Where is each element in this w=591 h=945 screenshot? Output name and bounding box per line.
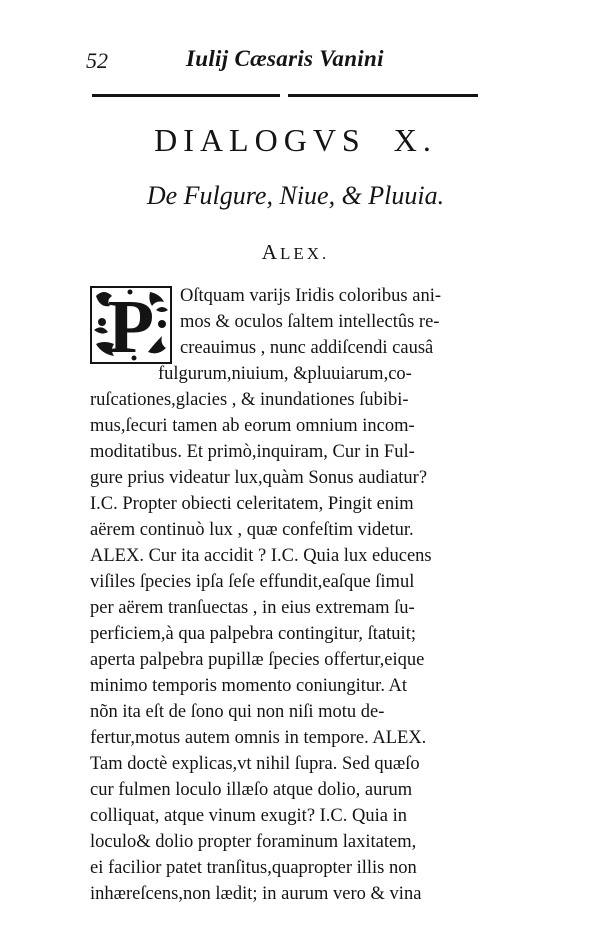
- speaker-heading: [0, 240, 591, 265]
- text-line: loculo& dolio propter foraminum laxitatem,: [90, 832, 417, 852]
- text-line: I.C. Propter obiecti celeritatem, Pingit enim: [90, 494, 414, 514]
- dialog-heading: [0, 122, 591, 159]
- page-number: 52: [86, 48, 108, 73]
- text-line: colliquat, atque vinum exugit? I.C. Quia in: [90, 806, 408, 826]
- text-line: mus,ſecuri tamen ab eorum omnium incom-: [90, 416, 415, 436]
- text-line: aërem continuò lux , quæ confeſtim videtur.: [90, 520, 414, 540]
- text-line: aperta palpebra pupillæ ſpecies offertur,eique: [90, 650, 425, 670]
- speaker-initial: A: [261, 240, 280, 264]
- speaker-rest: LEX.: [279, 244, 330, 263]
- text-line: perficiem,à qua palpebra contingitur, ſtatuit;: [90, 624, 416, 644]
- drop-cap-letter: P: [107, 286, 155, 364]
- text-line: Tam doctè explicas,vt nihil ſupra. Sed quæſo: [90, 754, 420, 774]
- text-line: per aërem tranſuectas , in eius extremam ſu-: [90, 598, 415, 618]
- text-line: viſiles ſpecies ipſa ſeſe effundit,eaſque ſimul: [90, 572, 415, 592]
- running-title: Iulij Cæsaris Vanini: [186, 46, 384, 71]
- text-line: creauimus , nunc addiſcendi causâ: [180, 338, 434, 358]
- text-line: fulgurum,niuium, &pluuiarum,co-: [158, 364, 412, 384]
- text-line: ei facilior patet tranſitus,quapropter illis non: [90, 858, 417, 878]
- text-line: gure prius videatur lux,quàm Sonus audiatur?: [90, 468, 428, 488]
- header-rule-right: [288, 94, 478, 97]
- text-line: ALEX. Cur ita accidit ? I.C. Quia lux educens: [90, 546, 432, 566]
- ornamental-drop-cap: [90, 286, 172, 364]
- text-line: Oſtquam varijs Iridis coloribus ani-: [180, 286, 442, 306]
- text-line: cur fulmen loculo illæſo atque dolio, aurum: [90, 780, 413, 800]
- text-line: fertur,motus autem omnis in tempore. ALEX.: [90, 728, 427, 748]
- text-line: moditatibus. Et primò,inquiram, Cur in Ful-: [90, 442, 415, 462]
- text-line: ruſcationes,glacies , & inundationes ſubibi-: [90, 390, 409, 410]
- header-rule-left: [92, 94, 280, 97]
- text-line: nõn ita eſt de ſono qui non niſi motu de-: [90, 702, 385, 722]
- dialog-title-word: DIALOGVS: [154, 122, 366, 158]
- dialog-subtitle: De Fulgure, Niue, & Pluuia.: [146, 181, 445, 210]
- text-line: mos & oculos ſaltem intellectûs re-: [180, 312, 440, 332]
- running-head: [0, 46, 591, 76]
- text-line: minimo temporis momento coniungitur. At: [90, 676, 408, 696]
- text-line: inhæreſcens,non lædit; in aurum vero & vina: [90, 884, 422, 904]
- dialog-title-number: X.: [393, 122, 437, 158]
